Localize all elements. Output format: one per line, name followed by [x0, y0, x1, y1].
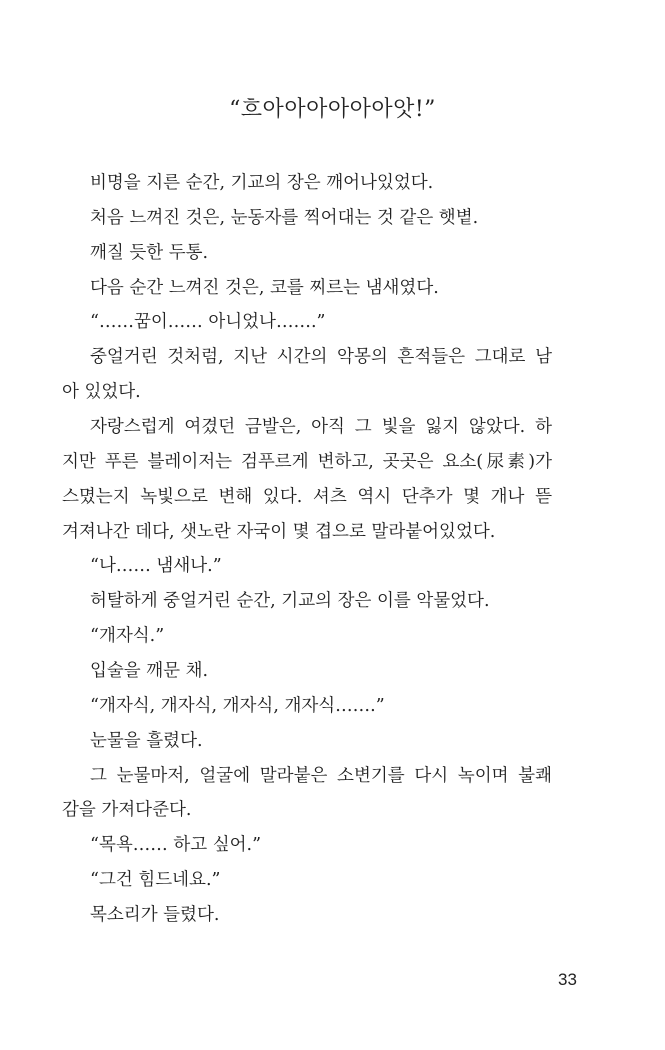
- text-line: 그 눈물마저, 얼굴에 말라붙은 소변기를 다시 녹이며 불쾌: [90, 765, 552, 786]
- text-line: “……꿈이…… 아니었나…….”: [90, 312, 326, 333]
- text-line: 눈물을 흘렸다.: [90, 730, 203, 751]
- text-line: 깨질 듯한 두통.: [90, 242, 209, 263]
- text-line: 스몄는지 녹빛으로 변해 있다. 셔츠 역시 단추가 몇 개나 뜯: [62, 486, 552, 507]
- text-line: 아 있었다.: [62, 382, 141, 403]
- text-line: 자랑스럽게 여겼던 금발은, 아직 그 빛을 잃지 않았다. 하: [90, 417, 552, 438]
- text-line: 입술을 깨문 채.: [90, 661, 209, 682]
- text-line: “그건 힘드네요.”: [90, 870, 221, 891]
- text-line: 중얼거린 것처럼, 지난 시간의 악몽의 흔적들은 그대로 남: [90, 347, 552, 368]
- text-line: “개자식, 개자식, 개자식, 개자식…….”: [90, 695, 385, 716]
- text-line: 허탈하게 중얼거린 순간, 기교의 장은 이를 악물었다.: [90, 591, 490, 612]
- text-line: 지만 푸른 블레이저는 검푸르게 변하고, 곳곳은 요소(尿素)가: [62, 451, 552, 472]
- text-line: “개자식.”: [90, 626, 165, 647]
- chapter-heading: “흐아아아아아아앗!”: [229, 97, 436, 122]
- text-line: 비명을 지른 순간, 기교의 장은 깨어나있었다.: [90, 173, 434, 193]
- text-line: 감을 가져다준다.: [62, 800, 192, 821]
- text-line: 목소리가 들렸다.: [90, 905, 220, 926]
- page-number: 33: [558, 970, 577, 989]
- text-line: 다음 순간 느껴진 것은, 코를 찌르는 냄새였다.: [90, 277, 439, 298]
- text-line: 처음 느껴진 것은, 눈동자를 찍어대는 것 같은 햇볕.: [90, 207, 479, 228]
- text-line: “목욕…… 하고 싶어.”: [90, 835, 262, 856]
- text-line: “나…… 냄새나.”: [90, 556, 222, 577]
- text-line: 겨져나간 데다, 샛노란 자국이 몇 겹으로 말라붙어있었다.: [62, 521, 496, 542]
